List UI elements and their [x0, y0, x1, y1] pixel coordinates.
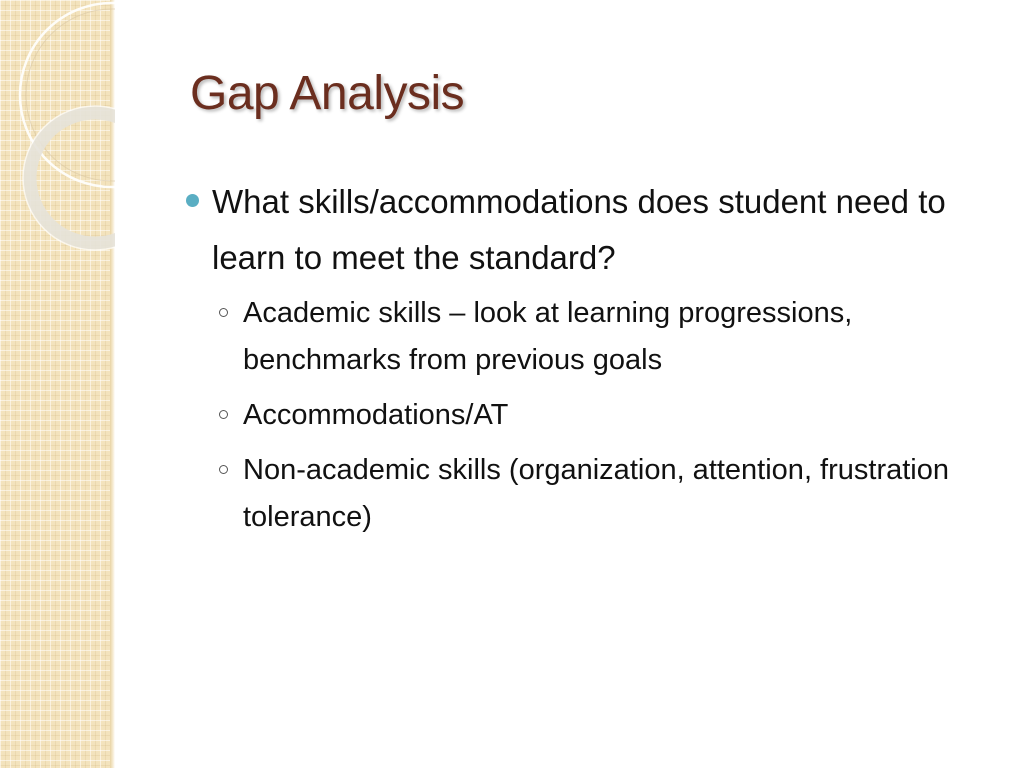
bullet-level1 [180, 174, 1000, 286]
hollow-circle-bullet-icon [219, 465, 228, 474]
filled-circle-bullet-icon [186, 194, 199, 207]
hollow-circle-bullet-icon [219, 308, 228, 317]
slide-title: Gap Analysis [190, 67, 465, 120]
sub-bullet-text: Academic skills – look at learning progressions, benchmarks from previous goals [243, 297, 853, 376]
bullet-level2 [213, 290, 1000, 384]
hollow-circle-bullet-icon [219, 410, 228, 419]
bullet-level2 [213, 447, 1000, 541]
rings-decoration-icon [0, 0, 115, 260]
bullet-text: What skills/accommodations does student need to learn to meet the standard? [212, 183, 946, 276]
sub-bullet-text: Non-academic skills (organization, attention, frustration tolerance) [243, 454, 949, 533]
bullet-level2 [213, 392, 1000, 439]
slide-content [180, 174, 1000, 549]
sub-bullet-text: Accommodations/AT [243, 399, 509, 431]
